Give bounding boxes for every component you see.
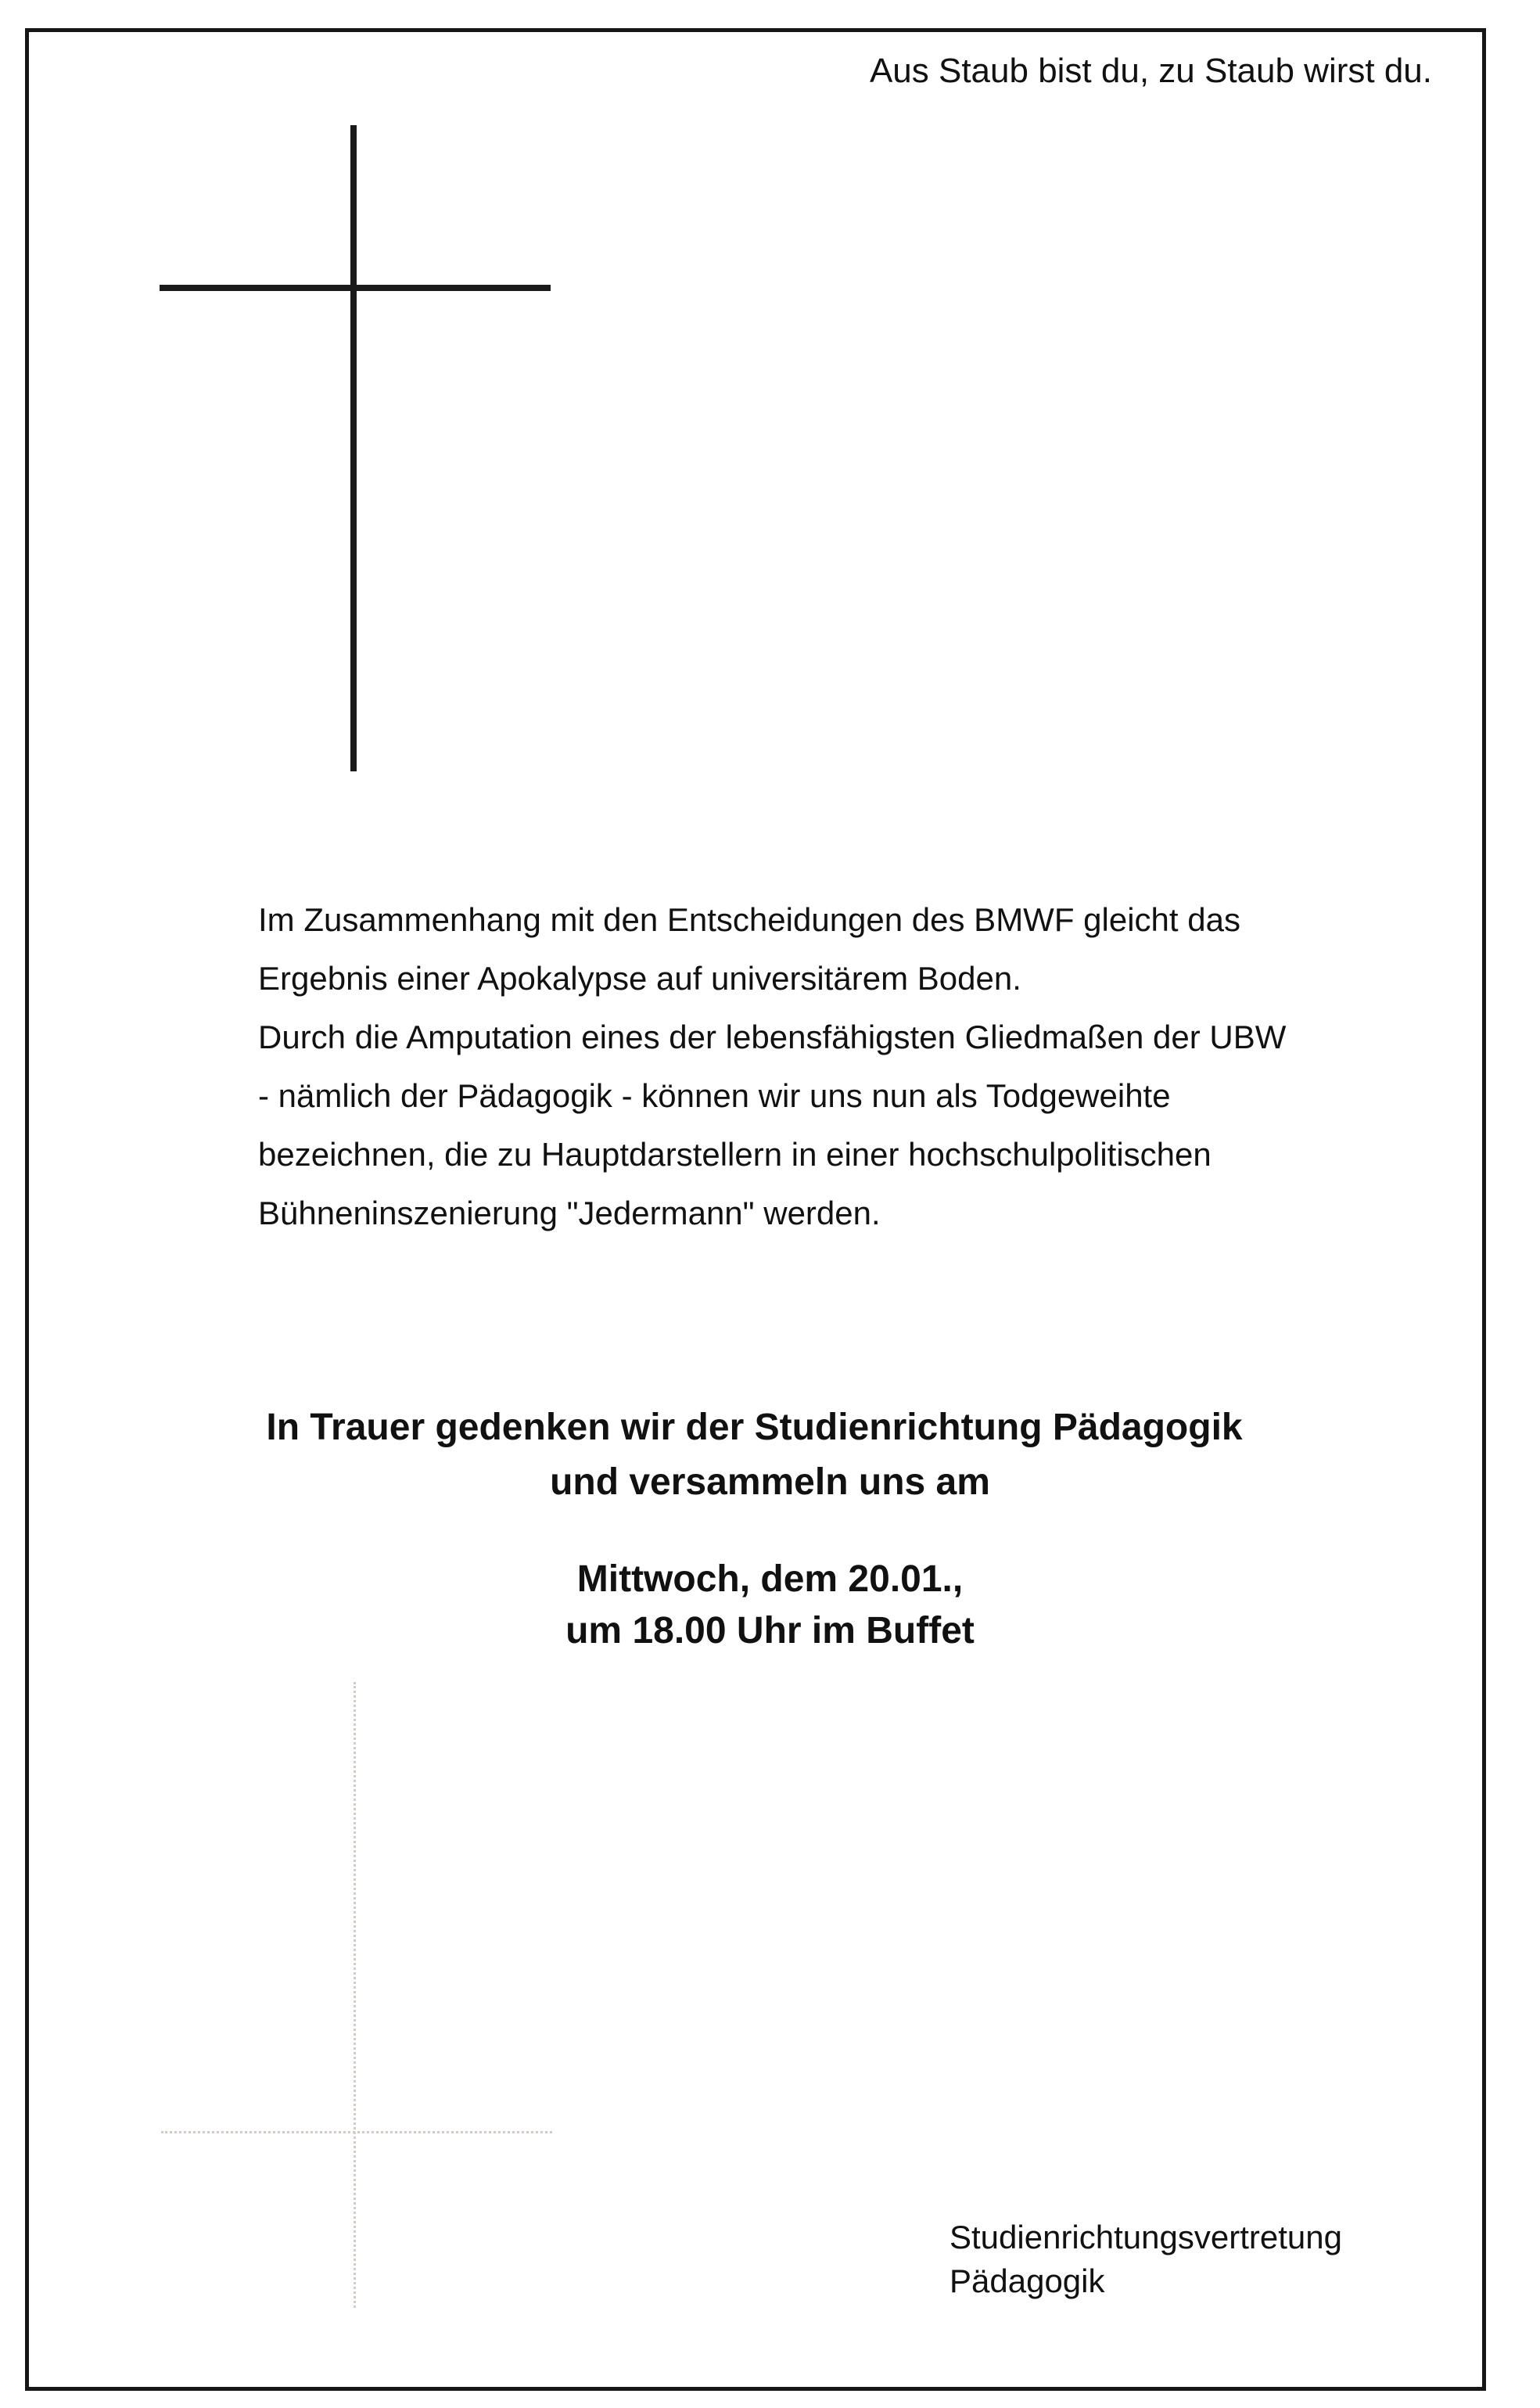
body-line: - nämlich der Pädagogik - können wir uns nun als Todgeweihte	[258, 1077, 1171, 1114]
body-line: bezeichnen, die zu Hauptdarstellern in einer hochschulpolitischen	[258, 1136, 1212, 1173]
event-date: Mittwoch, dem 20.01.,	[576, 1558, 964, 1600]
signature-line-1: Studienrichtungsvertretung	[949, 2219, 1342, 2255]
event-datetime	[0, 1554, 1540, 1657]
body-line: Durch die Amputation eines der lebensfähigsten Gliedmaßen der UBW	[258, 1019, 1287, 1055]
headline-line-2: und versammeln uns am	[550, 1461, 990, 1503]
ghost-cross-horizontal	[161, 2131, 552, 2133]
signature-line-2: Pädagogik	[949, 2262, 1105, 2299]
cross-vertical-bar	[350, 125, 357, 771]
body-line: Bühneninszenierung "Jedermann" werden.	[258, 1195, 881, 1231]
body-paragraph	[258, 890, 1408, 1242]
cross-horizontal-bar	[160, 285, 551, 291]
event-time-location: um 18.00 Uhr im Buffet	[565, 1610, 975, 1651]
signature	[949, 2216, 1342, 2303]
motto: Aus Staub bist du, zu Staub wirst du.	[869, 52, 1432, 90]
headline-line-1: In Trauer gedenken wir der Studienrichtung Pädagogik	[266, 1407, 1243, 1448]
body-line: Ergebnis einer Apokalypse auf universitärem Boden.	[258, 960, 1021, 997]
ghost-cross-vertical	[354, 1682, 356, 2308]
body-line: Im Zusammenhang mit den Entscheidungen des BMWF gleicht das	[258, 901, 1240, 938]
headline	[0, 1400, 1540, 1510]
